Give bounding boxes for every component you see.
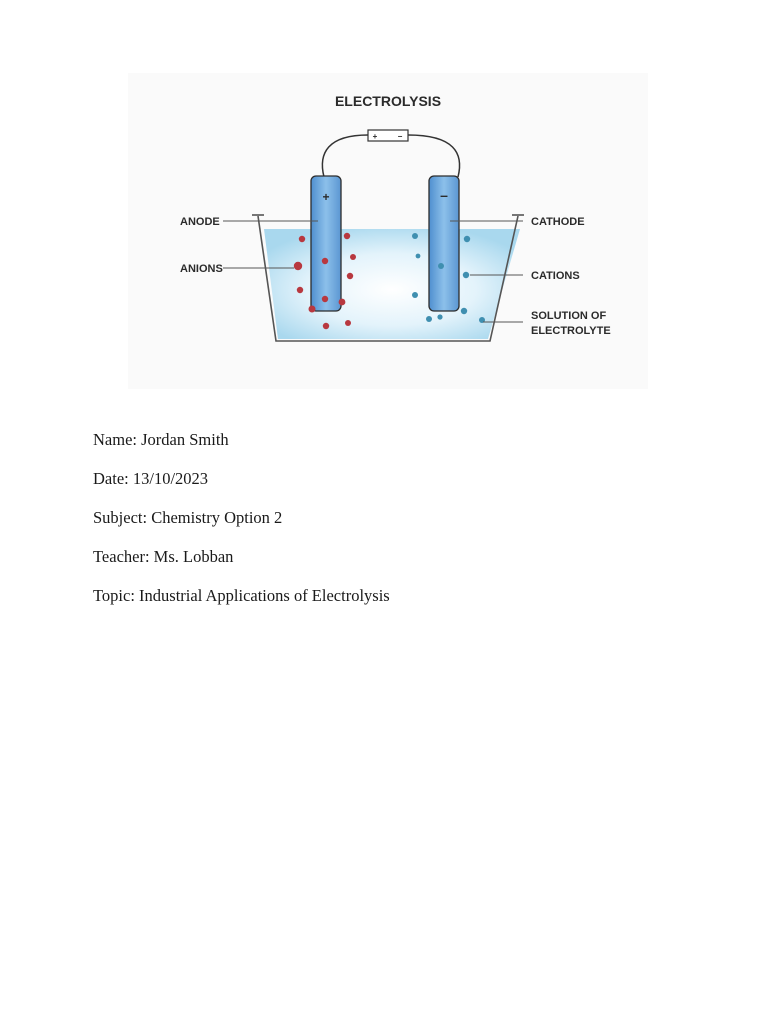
topic-line: Topic: Industrial Applications of Electrolysis — [93, 586, 390, 605]
cation — [412, 292, 418, 298]
anion — [299, 236, 305, 242]
anion — [339, 299, 346, 306]
cation — [426, 316, 432, 322]
anion — [322, 258, 328, 264]
student-info — [93, 430, 693, 625]
solution-label-line1: SOLUTION OF — [531, 310, 607, 322]
anion — [344, 233, 350, 239]
cation — [438, 263, 444, 269]
cathode-label: CATHODE — [531, 216, 585, 228]
electrolysis-diagram — [128, 73, 648, 389]
anion — [309, 306, 316, 313]
battery-plus-sign: + — [372, 132, 378, 141]
wire-right — [408, 135, 460, 177]
date-line: Date: 13/10/2023 — [93, 469, 209, 488]
cation — [461, 308, 467, 314]
anions-label: ANIONS — [180, 263, 223, 275]
name-line: Name: Jordan Smith — [93, 430, 229, 449]
anode-label: ANODE — [180, 216, 220, 228]
subject-line: Subject: Chemistry Option 2 — [93, 508, 283, 527]
cation — [412, 233, 418, 239]
cation — [463, 272, 469, 278]
wire-left — [322, 135, 368, 177]
anion — [323, 323, 329, 329]
cathode-sign: – — [440, 187, 448, 203]
anion — [294, 262, 302, 270]
anion — [322, 296, 328, 302]
cation — [464, 236, 470, 242]
cation — [416, 254, 421, 259]
anode-sign: + — [322, 190, 330, 204]
battery-minus-sign: − — [397, 132, 403, 141]
diagram-title: ELECTROLYSIS — [334, 93, 442, 109]
anion — [297, 287, 303, 293]
cation — [437, 314, 442, 319]
anion — [350, 254, 356, 260]
teacher-line: Teacher: Ms. Lobban — [93, 547, 234, 566]
solution-label-line2: ELECTROLYTE — [531, 325, 611, 337]
anion — [345, 320, 351, 326]
anion — [347, 273, 353, 279]
cations-label: CATIONS — [531, 270, 580, 282]
